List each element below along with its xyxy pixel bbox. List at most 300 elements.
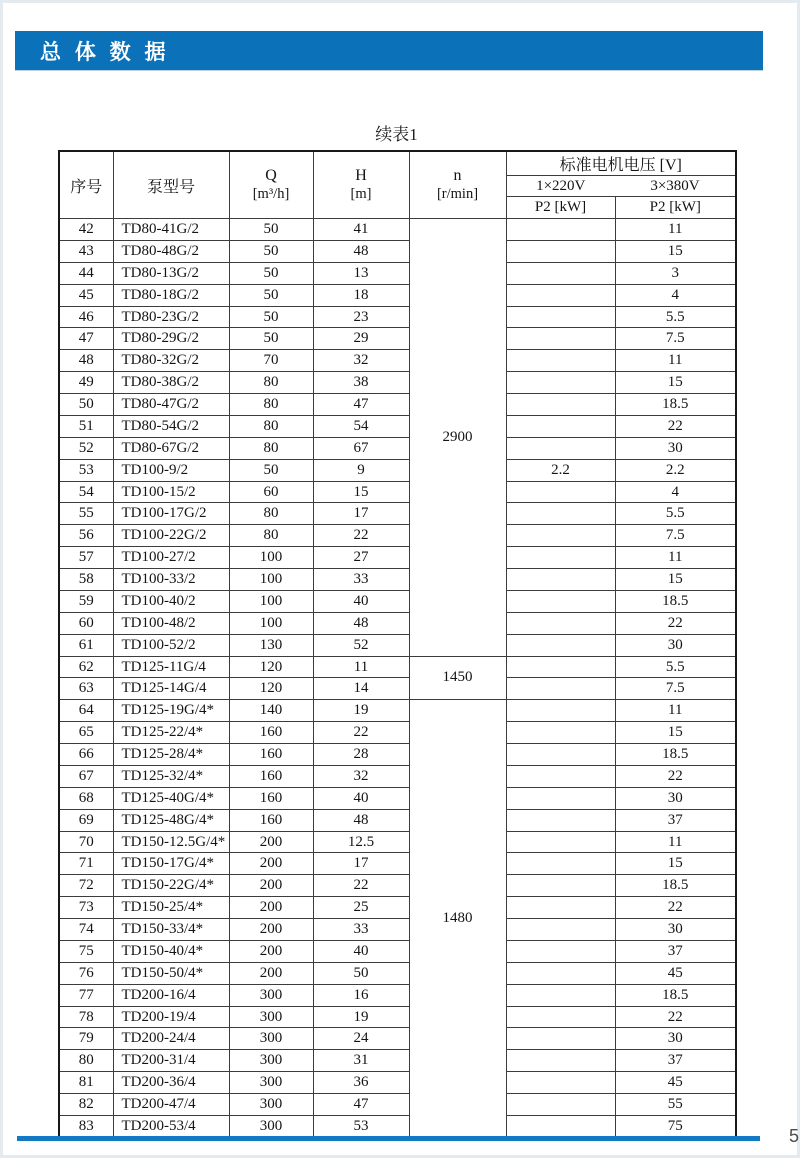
- table-row: [59, 262, 736, 284]
- cell-h: 54: [313, 415, 409, 437]
- cell-h: 50: [313, 962, 409, 984]
- cell-q: 160: [229, 809, 313, 831]
- table-row: [59, 962, 736, 984]
- cell-h: 38: [313, 372, 409, 394]
- table-row: [59, 853, 736, 875]
- cell-p2-380: 4: [615, 284, 736, 306]
- header-voltage-220: 1×220V: [506, 176, 615, 197]
- cell-p2-380: 4: [615, 481, 736, 503]
- cell-model: TD200-19/4: [113, 1006, 229, 1028]
- cell-p2-220: [506, 919, 615, 941]
- cell-model: TD150-12.5G/4*: [113, 831, 229, 853]
- table-row: [59, 372, 736, 394]
- table-row: [59, 1094, 736, 1116]
- cell-index: 82: [59, 1094, 113, 1116]
- cell-q: 200: [229, 897, 313, 919]
- cell-h: 14: [313, 678, 409, 700]
- cell-q: 120: [229, 678, 313, 700]
- cell-h: 32: [313, 765, 409, 787]
- cell-p2-220: [506, 1072, 615, 1094]
- header-h: [313, 151, 409, 219]
- header-h-unit: [m]: [350, 185, 372, 202]
- cell-index: 60: [59, 612, 113, 634]
- cell-model: TD100-48/2: [113, 612, 229, 634]
- cell-p2-380: 18.5: [615, 984, 736, 1006]
- cell-model: TD80-67G/2: [113, 437, 229, 459]
- header-p2-380: P2 [kW]: [615, 197, 736, 219]
- table-header: [59, 151, 736, 219]
- cell-p2-380: 37: [615, 940, 736, 962]
- cell-model: TD100-17G/2: [113, 503, 229, 525]
- table-row: [59, 744, 736, 766]
- cell-index: 53: [59, 459, 113, 481]
- cell-p2-220: [506, 1115, 615, 1137]
- cell-h: 47: [313, 394, 409, 416]
- cell-model: TD150-17G/4*: [113, 853, 229, 875]
- cell-model: TD100-9/2: [113, 459, 229, 481]
- cell-q: 200: [229, 940, 313, 962]
- cell-p2-380: 30: [615, 787, 736, 809]
- cell-p2-220: [506, 503, 615, 525]
- cell-model: TD80-23G/2: [113, 306, 229, 328]
- cell-model: TD125-40G/4*: [113, 787, 229, 809]
- cell-h: 67: [313, 437, 409, 459]
- cell-model: TD150-33/4*: [113, 919, 229, 941]
- cell-p2-220: [506, 765, 615, 787]
- cell-model: TD80-32G/2: [113, 350, 229, 372]
- section-title: 总 体 数 据: [40, 40, 170, 64]
- cell-h: 33: [313, 919, 409, 941]
- cell-index: 56: [59, 525, 113, 547]
- cell-q: 300: [229, 1072, 313, 1094]
- cell-h: 25: [313, 897, 409, 919]
- cell-h: 52: [313, 634, 409, 656]
- cell-p2-220: [506, 219, 615, 241]
- cell-q: 160: [229, 722, 313, 744]
- cell-model: TD80-41G/2: [113, 219, 229, 241]
- cell-q: 100: [229, 547, 313, 569]
- cell-p2-220: [506, 328, 615, 350]
- table-row: [59, 547, 736, 569]
- cell-h: 40: [313, 940, 409, 962]
- cell-q: 300: [229, 1028, 313, 1050]
- cell-h: 27: [313, 547, 409, 569]
- header-p2-220: P2 [kW]: [506, 197, 615, 219]
- cell-h: 48: [313, 809, 409, 831]
- cell-p2-220: [506, 284, 615, 306]
- table-row: [59, 656, 736, 678]
- table-row: [59, 1050, 736, 1072]
- cell-n-speed: 2900: [409, 219, 506, 657]
- cell-model: TD125-14G/4: [113, 678, 229, 700]
- cell-index: 78: [59, 1006, 113, 1028]
- table-row: [59, 240, 736, 262]
- cell-p2-380: 18.5: [615, 394, 736, 416]
- pump-data-table: [58, 150, 737, 1139]
- cell-p2-380: 30: [615, 634, 736, 656]
- table-row: [59, 1115, 736, 1137]
- cell-p2-380: 5.5: [615, 503, 736, 525]
- cell-p2-380: 7.5: [615, 678, 736, 700]
- header-q-symbol: Q: [265, 167, 277, 185]
- cell-index: 74: [59, 919, 113, 941]
- table-row: [59, 437, 736, 459]
- cell-model: TD80-38G/2: [113, 372, 229, 394]
- cell-p2-220: [506, 394, 615, 416]
- cell-h: 28: [313, 744, 409, 766]
- table-row: [59, 503, 736, 525]
- cell-q: 70: [229, 350, 313, 372]
- cell-model: TD125-32/4*: [113, 765, 229, 787]
- cell-h: 17: [313, 503, 409, 525]
- cell-model: TD150-22G/4*: [113, 875, 229, 897]
- cell-p2-380: 30: [615, 437, 736, 459]
- cell-p2-380: 37: [615, 1050, 736, 1072]
- cell-model: TD80-18G/2: [113, 284, 229, 306]
- cell-index: 49: [59, 372, 113, 394]
- cell-q: 140: [229, 700, 313, 722]
- header-q: [229, 151, 313, 219]
- cell-p2-380: 7.5: [615, 525, 736, 547]
- table-row: [59, 634, 736, 656]
- cell-p2-380: 11: [615, 219, 736, 241]
- table-row: [59, 831, 736, 853]
- cell-index: 64: [59, 700, 113, 722]
- cell-p2-380: 11: [615, 831, 736, 853]
- cell-p2-220: [506, 678, 615, 700]
- cell-p2-220: [506, 744, 615, 766]
- cell-model: TD200-53/4: [113, 1115, 229, 1137]
- cell-model: TD80-47G/2: [113, 394, 229, 416]
- cell-q: 100: [229, 612, 313, 634]
- cell-h: 13: [313, 262, 409, 284]
- header-index: 序号: [59, 151, 113, 219]
- cell-index: 62: [59, 656, 113, 678]
- cell-p2-220: 2.2: [506, 459, 615, 481]
- cell-p2-380: 3: [615, 262, 736, 284]
- table-row: [59, 984, 736, 1006]
- cell-q: 80: [229, 415, 313, 437]
- cell-h: 40: [313, 787, 409, 809]
- cell-p2-380: 11: [615, 700, 736, 722]
- cell-model: TD150-25/4*: [113, 897, 229, 919]
- cell-p2-380: 22: [615, 1006, 736, 1028]
- table-row: [59, 612, 736, 634]
- cell-p2-220: [506, 372, 615, 394]
- cell-p2-220: [506, 1006, 615, 1028]
- cell-model: TD125-48G/4*: [113, 809, 229, 831]
- cell-q: 50: [229, 459, 313, 481]
- table-row: [59, 897, 736, 919]
- cell-q: 80: [229, 372, 313, 394]
- table-row: [59, 284, 736, 306]
- cell-model: TD200-36/4: [113, 1072, 229, 1094]
- cell-model: TD125-22/4*: [113, 722, 229, 744]
- cell-h: 31: [313, 1050, 409, 1072]
- page-number: 5: [788, 1126, 799, 1146]
- cell-p2-220: [506, 897, 615, 919]
- cell-p2-380: 45: [615, 962, 736, 984]
- cell-index: 50: [59, 394, 113, 416]
- table-row: [59, 722, 736, 744]
- cell-model: TD125-19G/4*: [113, 700, 229, 722]
- cell-p2-380: 22: [615, 897, 736, 919]
- cell-h: 11: [313, 656, 409, 678]
- cell-p2-380: 7.5: [615, 328, 736, 350]
- table-row: [59, 875, 736, 897]
- table-row: [59, 940, 736, 962]
- cell-p2-220: [506, 1094, 615, 1116]
- cell-index: 73: [59, 897, 113, 919]
- cell-model: TD150-40/4*: [113, 940, 229, 962]
- table-row: [59, 590, 736, 612]
- table-row: [59, 394, 736, 416]
- cell-h: 32: [313, 350, 409, 372]
- cell-h: 15: [313, 481, 409, 503]
- header-h-symbol: H: [355, 167, 367, 185]
- cell-q: 160: [229, 787, 313, 809]
- cell-p2-380: 55: [615, 1094, 736, 1116]
- section-banner: [15, 31, 763, 70]
- cell-p2-220: [506, 590, 615, 612]
- cell-p2-220: [506, 700, 615, 722]
- cell-index: 76: [59, 962, 113, 984]
- cell-p2-220: [506, 722, 615, 744]
- cell-index: 61: [59, 634, 113, 656]
- cell-h: 33: [313, 569, 409, 591]
- cell-index: 70: [59, 831, 113, 853]
- cell-q: 300: [229, 1094, 313, 1116]
- cell-index: 79: [59, 1028, 113, 1050]
- cell-p2-380: 5.5: [615, 306, 736, 328]
- table-body: [59, 219, 736, 1138]
- cell-p2-380: 30: [615, 919, 736, 941]
- cell-model: TD80-54G/2: [113, 415, 229, 437]
- cell-p2-380: 11: [615, 547, 736, 569]
- cell-index: 63: [59, 678, 113, 700]
- header-voltage-group: 标准电机电压 [V]: [506, 151, 736, 176]
- cell-index: 69: [59, 809, 113, 831]
- table-row: [59, 459, 736, 481]
- cell-p2-220: [506, 262, 615, 284]
- cell-p2-380: 5.5: [615, 656, 736, 678]
- cell-h: 19: [313, 700, 409, 722]
- cell-index: 42: [59, 219, 113, 241]
- table-row: [59, 481, 736, 503]
- cell-p2-380: 22: [615, 612, 736, 634]
- cell-h: 23: [313, 306, 409, 328]
- table-row: [59, 1028, 736, 1050]
- cell-p2-220: [506, 831, 615, 853]
- cell-p2-380: 15: [615, 853, 736, 875]
- cell-q: 50: [229, 284, 313, 306]
- cell-index: 48: [59, 350, 113, 372]
- cell-q: 80: [229, 437, 313, 459]
- cell-q: 200: [229, 875, 313, 897]
- cell-model: TD200-47/4: [113, 1094, 229, 1116]
- cell-q: 50: [229, 306, 313, 328]
- cell-index: 59: [59, 590, 113, 612]
- cell-q: 100: [229, 569, 313, 591]
- cell-p2-220: [506, 962, 615, 984]
- cell-q: 300: [229, 984, 313, 1006]
- cell-h: 12.5: [313, 831, 409, 853]
- cell-q: 50: [229, 240, 313, 262]
- cell-q: 80: [229, 525, 313, 547]
- cell-n-speed: 1450: [409, 656, 506, 700]
- cell-index: 43: [59, 240, 113, 262]
- table-row: [59, 765, 736, 787]
- table-row: [59, 919, 736, 941]
- cell-index: 67: [59, 765, 113, 787]
- cell-index: 72: [59, 875, 113, 897]
- cell-h: 29: [313, 328, 409, 350]
- table-row: [59, 525, 736, 547]
- cell-p2-220: [506, 437, 615, 459]
- cell-q: 130: [229, 634, 313, 656]
- table-row: [59, 787, 736, 809]
- cell-index: 77: [59, 984, 113, 1006]
- cell-index: 80: [59, 1050, 113, 1072]
- cell-h: 19: [313, 1006, 409, 1028]
- cell-p2-220: [506, 306, 615, 328]
- cell-index: 44: [59, 262, 113, 284]
- cell-p2-220: [506, 875, 615, 897]
- cell-p2-380: 15: [615, 240, 736, 262]
- cell-p2-380: 18.5: [615, 744, 736, 766]
- cell-p2-220: [506, 940, 615, 962]
- cell-p2-380: 22: [615, 415, 736, 437]
- bottom-rule: [17, 1136, 760, 1141]
- header-voltage-380: 3×380V: [615, 176, 736, 197]
- cell-p2-380: 75: [615, 1115, 736, 1137]
- cell-index: 47: [59, 328, 113, 350]
- cell-index: 55: [59, 503, 113, 525]
- cell-model: TD100-15/2: [113, 481, 229, 503]
- cell-p2-380: 15: [615, 372, 736, 394]
- cell-index: 45: [59, 284, 113, 306]
- header-n: [409, 151, 506, 219]
- cell-q: 300: [229, 1006, 313, 1028]
- cell-p2-220: [506, 569, 615, 591]
- cell-p2-220: [506, 547, 615, 569]
- cell-model: TD80-13G/2: [113, 262, 229, 284]
- cell-index: 58: [59, 569, 113, 591]
- cell-q: 200: [229, 853, 313, 875]
- cell-q: 200: [229, 962, 313, 984]
- cell-p2-380: 18.5: [615, 590, 736, 612]
- cell-model: TD200-24/4: [113, 1028, 229, 1050]
- cell-h: 24: [313, 1028, 409, 1050]
- cell-model: TD80-48G/2: [113, 240, 229, 262]
- cell-h: 40: [313, 590, 409, 612]
- cell-model: TD80-29G/2: [113, 328, 229, 350]
- cell-q: 100: [229, 590, 313, 612]
- cell-p2-220: [506, 853, 615, 875]
- table-row: [59, 219, 736, 241]
- cell-model: TD100-33/2: [113, 569, 229, 591]
- cell-q: 50: [229, 262, 313, 284]
- cell-p2-220: [506, 612, 615, 634]
- cell-index: 51: [59, 415, 113, 437]
- cell-p2-220: [506, 240, 615, 262]
- cell-model: TD100-40/2: [113, 590, 229, 612]
- cell-index: 65: [59, 722, 113, 744]
- cell-p2-220: [506, 481, 615, 503]
- cell-q: 160: [229, 765, 313, 787]
- table-caption: 续表1: [375, 125, 418, 144]
- cell-h: 9: [313, 459, 409, 481]
- cell-model: TD200-16/4: [113, 984, 229, 1006]
- cell-q: 80: [229, 394, 313, 416]
- cell-model: TD125-11G/4: [113, 656, 229, 678]
- cell-index: 46: [59, 306, 113, 328]
- table-row: [59, 700, 736, 722]
- cell-q: 80: [229, 503, 313, 525]
- cell-q: 120: [229, 656, 313, 678]
- cell-q: 300: [229, 1050, 313, 1072]
- table-row: [59, 809, 736, 831]
- table-row: [59, 569, 736, 591]
- header-n-unit: [r/min]: [436, 185, 479, 202]
- cell-model: TD100-52/2: [113, 634, 229, 656]
- cell-p2-220: [506, 525, 615, 547]
- table-row: [59, 306, 736, 328]
- table-row: [59, 350, 736, 372]
- cell-p2-380: 11: [615, 350, 736, 372]
- cell-model: TD125-28/4*: [113, 744, 229, 766]
- cell-p2-220: [506, 809, 615, 831]
- cell-index: 68: [59, 787, 113, 809]
- cell-index: 66: [59, 744, 113, 766]
- cell-model: TD100-27/2: [113, 547, 229, 569]
- cell-p2-220: [506, 1028, 615, 1050]
- cell-h: 48: [313, 612, 409, 634]
- cell-h: 48: [313, 240, 409, 262]
- cell-p2-380: 15: [615, 569, 736, 591]
- cell-p2-380: 15: [615, 722, 736, 744]
- header-n-symbol: n: [453, 167, 462, 185]
- cell-h: 16: [313, 984, 409, 1006]
- cell-q: 200: [229, 831, 313, 853]
- cell-index: 75: [59, 940, 113, 962]
- cell-q: 300: [229, 1115, 313, 1137]
- cell-p2-220: [506, 1050, 615, 1072]
- cell-p2-380: 2.2: [615, 459, 736, 481]
- cell-index: 71: [59, 853, 113, 875]
- cell-h: 47: [313, 1094, 409, 1116]
- cell-h: 53: [313, 1115, 409, 1137]
- cell-h: 22: [313, 525, 409, 547]
- header-q-unit: [m³/h]: [252, 185, 290, 202]
- header-model: 泵型号: [113, 151, 229, 219]
- table-row: [59, 415, 736, 437]
- cell-p2-220: [506, 350, 615, 372]
- cell-h: 41: [313, 219, 409, 241]
- cell-n-speed: 1480: [409, 700, 506, 1138]
- cell-index: 52: [59, 437, 113, 459]
- cell-p2-220: [506, 415, 615, 437]
- cell-h: 17: [313, 853, 409, 875]
- cell-p2-380: 18.5: [615, 875, 736, 897]
- table-row: [59, 328, 736, 350]
- cell-h: 22: [313, 722, 409, 744]
- cell-h: 36: [313, 1072, 409, 1094]
- cell-p2-380: 37: [615, 809, 736, 831]
- cell-model: TD150-50/4*: [113, 962, 229, 984]
- cell-p2-220: [506, 787, 615, 809]
- cell-index: 54: [59, 481, 113, 503]
